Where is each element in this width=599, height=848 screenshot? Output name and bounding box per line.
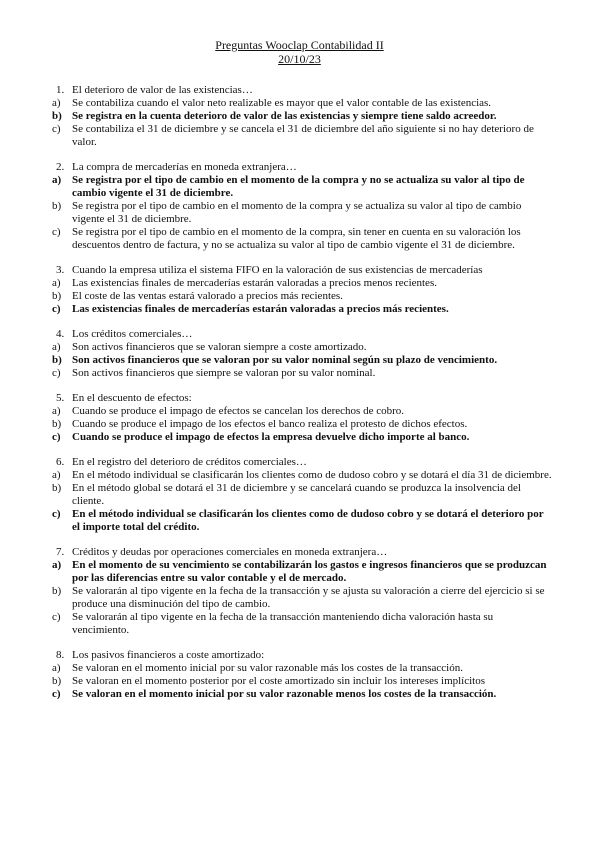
question-number: 1. <box>56 84 65 96</box>
option-text: En el método individual se clasificarán los clientes como de dudoso cobro y se dotará el día 31 de diciembre. <box>72 469 552 481</box>
document-date: 20/10/23 <box>278 52 321 66</box>
option-letter: a) <box>52 559 62 571</box>
question-stem <box>52 546 552 559</box>
option-letter: b) <box>52 482 62 494</box>
document-header <box>0 38 599 66</box>
option-text: Se registra por el tipo de cambio en el momento de la compra y no se actualiza su valor al tipo de cambio vigente el 31 de diciembre. <box>72 174 525 199</box>
option-letter: c) <box>52 123 61 135</box>
question-3 <box>52 264 552 316</box>
option-letter: c) <box>52 508 61 520</box>
option-text: Son activos financieros que siempre se valoran por su valor nominal. <box>72 367 376 379</box>
option-letter: a) <box>52 662 61 674</box>
question-stem <box>52 264 552 277</box>
answer-option <box>52 675 552 688</box>
answer-option-correct <box>52 508 552 534</box>
answer-option <box>52 418 552 431</box>
option-letter: c) <box>52 611 61 623</box>
answer-option <box>52 405 552 418</box>
option-letter: c) <box>52 303 61 315</box>
question-number: 8. <box>56 649 65 661</box>
option-text: En el método global se dotará el 31 de diciembre y se cancelará cuando se produzca la insolvencia del cliente. <box>72 482 521 507</box>
answer-option <box>52 97 552 110</box>
question-text: Los pasivos financieros a coste amortizado: <box>72 649 265 661</box>
answer-option-correct <box>52 688 552 701</box>
answer-option <box>52 123 552 149</box>
option-text: Se valoran en el momento posterior por el coste amortizado sin incluir los intereses implícitos <box>72 675 486 687</box>
option-text: Se valoran en el momento inicial por su valor razonable más los costes de la transacción. <box>72 662 463 674</box>
answer-option <box>52 277 552 290</box>
question-text: Cuando la empresa utiliza el sistema FIFO en la valoración de sus existencias de mercaderías <box>72 264 483 276</box>
option-text: Se valoran en el momento inicial por su valor razonable menos los costes de la transacción. <box>72 688 497 700</box>
answer-option <box>52 469 552 482</box>
question-1 <box>52 84 552 149</box>
option-letter: a) <box>52 469 61 481</box>
answer-option-correct <box>52 303 552 316</box>
answer-option-correct <box>52 354 552 367</box>
answer-option-correct <box>52 110 552 123</box>
answer-option <box>52 226 552 252</box>
answer-option <box>52 482 552 508</box>
question-number: 2. <box>56 161 65 173</box>
question-number: 5. <box>56 392 65 404</box>
answer-option <box>52 585 552 611</box>
option-text: Las existencias finales de mercaderías estarán valoradas a precios más recientes. <box>72 303 449 315</box>
question-text: En el descuento de efectos: <box>72 392 192 404</box>
answer-option <box>52 611 552 637</box>
option-letter: a) <box>52 277 61 289</box>
option-text: Cuando se produce el impago de efectos se cancelan los derechos de cobro. <box>72 405 405 417</box>
question-number: 6. <box>56 456 65 468</box>
question-8 <box>52 649 552 701</box>
question-5 <box>52 392 552 444</box>
question-text: En el registro del deterioro de créditos comerciales… <box>72 456 307 468</box>
answer-option <box>52 341 552 354</box>
option-text: Se valorarán al tipo vigente en la fecha de la transacción manteniendo dicha valoración hasta su vencimiento. <box>72 611 494 636</box>
answer-option <box>52 662 552 675</box>
option-text: Se registra por el tipo de cambio en el momento de la compra, sin tener en cuenta en su valoración los descuentos dentro de factura, y no se actualiza su valor al tipo de cambio vigente el 31 de diciembre. <box>72 226 521 251</box>
question-stem <box>52 328 552 341</box>
question-number: 3. <box>56 264 65 276</box>
answer-option-correct <box>52 431 552 444</box>
option-letter: b) <box>52 200 62 212</box>
option-text: Se valorarán al tipo vigente en la fecha de la transacción y se ajusta su valoración a cierre del ejercicio si se produce una disminución del tipo de cambio. <box>72 585 545 610</box>
answer-option <box>52 200 552 226</box>
option-text: Son activos financieros que se valoran siempre a coste amortizado. <box>72 341 367 353</box>
option-text: El coste de las ventas estará valorado a precios más recientes. <box>72 290 343 302</box>
question-stem <box>52 161 552 174</box>
answer-option <box>52 367 552 380</box>
question-number: 7. <box>56 546 65 558</box>
question-stem <box>52 649 552 662</box>
option-text: Cuando se produce el impago de los efectos el banco realiza el protesto de dichos efectos. <box>72 418 468 430</box>
question-text: Créditos y deudas por operaciones comerciales en moneda extranjera… <box>72 546 388 558</box>
option-letter: b) <box>52 585 62 597</box>
question-list <box>52 84 552 713</box>
option-letter: c) <box>52 367 61 379</box>
option-letter: c) <box>52 431 61 443</box>
answer-option <box>52 290 552 303</box>
question-text: Los créditos comerciales… <box>72 328 193 340</box>
answer-option-correct <box>52 174 552 200</box>
option-text: En el método individual se clasificarán los clientes como de dudoso cobro y se dotará el deterioro por el importe total del crédito. <box>72 508 544 533</box>
option-letter: b) <box>52 675 62 687</box>
question-2 <box>52 161 552 252</box>
question-stem <box>52 456 552 469</box>
question-number: 4. <box>56 328 65 340</box>
option-text: Son activos financieros que se valoran por su valor nominal según su plazo de vencimiento. <box>72 354 498 366</box>
option-letter: a) <box>52 341 61 353</box>
question-stem <box>52 392 552 405</box>
option-text: Se contabiliza cuando el valor neto realizable es mayor que el valor contable de las existencias. <box>72 97 492 109</box>
question-text: El deterioro de valor de las existencias… <box>72 84 253 96</box>
question-stem <box>52 84 552 97</box>
option-letter: b) <box>52 290 62 302</box>
option-letter: a) <box>52 97 61 109</box>
option-letter: c) <box>52 226 61 238</box>
option-text: En el momento de su vencimiento se contabilizarán los gastos e ingresos financieros que se produzcan por las diferencias entre su valor contable y el de mercado. <box>72 559 547 584</box>
option-letter: b) <box>52 418 62 430</box>
option-text: Se registra en la cuenta deterioro de valor de las existencias y siempre tiene saldo acreedor. <box>72 110 497 122</box>
question-text: La compra de mercaderías en moneda extranjera… <box>72 161 297 173</box>
option-text: Las existencias finales de mercaderías estarán valoradas a precios menos recientes. <box>72 277 437 289</box>
option-letter: b) <box>52 110 62 122</box>
option-letter: a) <box>52 405 61 417</box>
option-text: Se registra por el tipo de cambio en el momento de la compra y se actualiza su valor al tipo de cambio vigente el 31 de diciembre. <box>72 200 522 225</box>
option-letter: b) <box>52 354 62 366</box>
option-letter: c) <box>52 688 61 700</box>
document-title: Preguntas Wooclap Contabilidad II <box>215 38 384 52</box>
question-4 <box>52 328 552 380</box>
question-7 <box>52 546 552 637</box>
answer-option-correct <box>52 559 552 585</box>
question-6 <box>52 456 552 534</box>
option-text: Se contabiliza el 31 de diciembre y se cancela el 31 de diciembre del año siguiente si no hay deterioro de valor. <box>72 123 534 148</box>
option-text: Cuando se produce el impago de efectos la empresa devuelve dicho importe al banco. <box>72 431 470 443</box>
option-letter: a) <box>52 174 62 186</box>
